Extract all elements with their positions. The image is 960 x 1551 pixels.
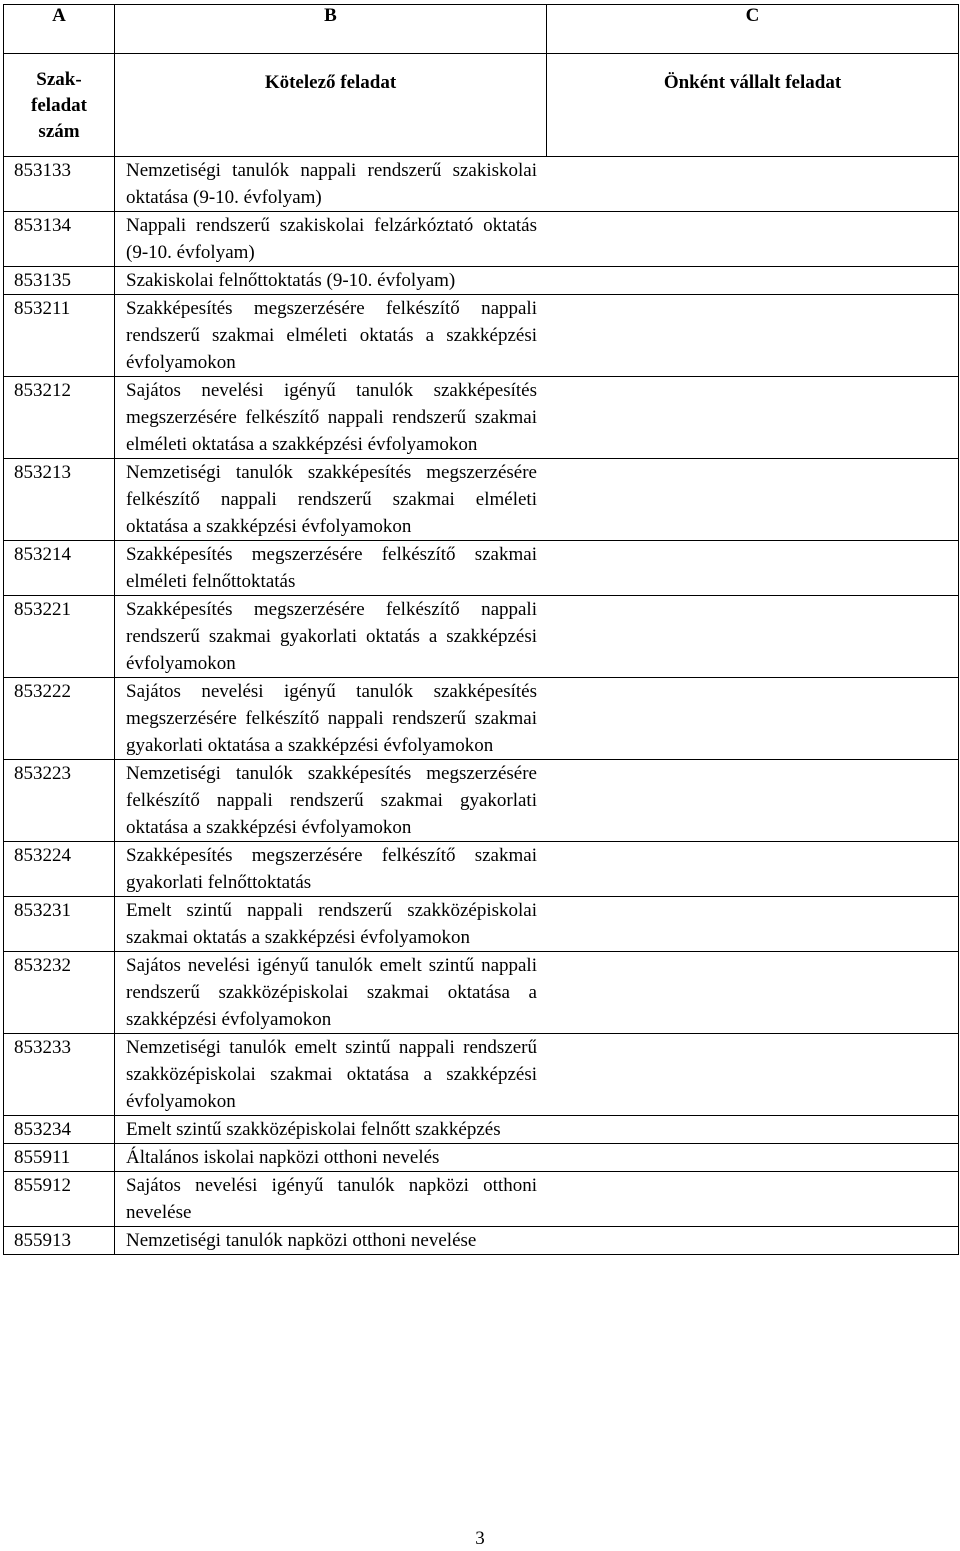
task-description: Nemzetiségi tanulók szakképesítés megszerzésére felkészítő nappali rendszerű szakmai elméleti oktatása a szakképzési évfolyamokon <box>126 462 537 537</box>
task-table <box>3 4 959 1255</box>
task-description: Sajátos nevelési igényű tanulók szakképesítés megszerzésére felkészítő nappali rendszerű szakmai elméleti oktatása a szakképzési évfolyamokon <box>126 380 537 455</box>
task-description: Sajátos nevelési igényű tanulók emelt szintű nappali rendszerű szakközépiskolai szakmai oktatása a szakképzési évfolyamokon <box>126 955 537 1030</box>
column-title-mandatory: Kötelező feladat <box>264 72 397 93</box>
task-description: Szakképesítés megszerzésére felkészítő szakmai gyakorlati felnőttoktatás <box>126 845 537 893</box>
task-code: 853222 <box>4 678 115 759</box>
task-description: Emelt szintű nappali rendszerű szakközépiskolai szakmai oktatás a szakképzési évfolyamokon <box>126 900 537 948</box>
task-description: Nemzetiségi tanulók napközi otthoni nevelése <box>126 1230 477 1251</box>
table-row <box>4 1034 958 1116</box>
task-code: 853221 <box>4 596 115 677</box>
task-description: Nemzetiségi tanulók nappali rendszerű szakiskolai oktatása (9-10. évfolyam) <box>126 160 537 208</box>
table-row <box>4 267 958 295</box>
voluntary-cell <box>547 678 958 759</box>
voluntary-cell <box>547 1144 958 1171</box>
task-description: Sajátos nevelési igényű tanulók napközi otthoni nevelése <box>126 1175 537 1223</box>
task-code: 853232 <box>4 952 115 1033</box>
task-code: 853213 <box>4 459 115 540</box>
voluntary-cell <box>547 295 958 376</box>
table-row <box>4 1172 958 1227</box>
task-code: 853223 <box>4 760 115 841</box>
column-title-row <box>4 54 959 157</box>
task-description: Szakiskolai felnőttoktatás (9-10. évfolyam) <box>126 270 456 291</box>
task-code: 853133 <box>4 157 115 211</box>
task-code: 855912 <box>4 1172 115 1226</box>
task-code: 853135 <box>4 267 115 294</box>
voluntary-cell <box>547 1116 958 1143</box>
table-row <box>4 678 958 760</box>
task-description: Általános iskolai napközi otthoni nevelés <box>126 1147 440 1168</box>
task-description: Szakképesítés megszerzésére felkészítő nappali rendszerű szakmai elméleti oktatás a szakképzési évfolyamokon <box>126 298 537 373</box>
voluntary-cell <box>547 1172 958 1226</box>
voluntary-cell <box>547 459 958 540</box>
table-row <box>4 760 958 842</box>
table-body <box>4 157 959 1255</box>
task-description: Nemzetiségi tanulók emelt szintű nappali rendszerű szakközépiskolai szakmai oktatása a szakképzési évfolyamokon <box>126 1037 537 1112</box>
voluntary-cell <box>547 541 958 595</box>
voluntary-cell <box>547 267 958 294</box>
task-code: 855911 <box>4 1144 115 1171</box>
task-description: Emelt szintű szakközépiskolai felnőtt szakképzés <box>126 1119 501 1140</box>
task-code: 853214 <box>4 541 115 595</box>
task-description: Sajátos nevelési igényű tanulók szakképesítés megszerzésére felkészítő nappali rendszerű szakmai gyakorlati oktatása a szakképzési évfolyamokon <box>126 681 537 756</box>
voluntary-cell <box>547 760 958 841</box>
task-code: 853134 <box>4 212 115 266</box>
column-title-code: Szak-feladat szám <box>31 69 87 142</box>
table-row <box>4 377 958 459</box>
voluntary-cell <box>547 212 958 266</box>
voluntary-cell <box>547 842 958 896</box>
task-code: 853234 <box>4 1116 115 1143</box>
table-row <box>4 842 958 897</box>
voluntary-cell <box>547 1034 958 1115</box>
task-code: 855913 <box>4 1227 115 1254</box>
task-description: Szakképesítés megszerzésére felkészítő nappali rendszerű szakmai gyakorlati oktatás a szakképzési évfolyamokon <box>126 599 537 674</box>
task-code: 853212 <box>4 377 115 458</box>
table-row <box>4 1116 958 1144</box>
voluntary-cell <box>547 377 958 458</box>
task-description: Nemzetiségi tanulók szakképesítés megszerzésére felkészítő nappali rendszerű szakmai gyakorlati oktatása a szakképzési évfolyamokon <box>126 763 537 838</box>
table-row <box>4 897 958 952</box>
column-letter-a: A <box>4 5 115 54</box>
table-row <box>4 295 958 377</box>
table-row <box>4 212 958 267</box>
table-row <box>4 952 958 1034</box>
column-letter-b: B <box>115 5 547 54</box>
task-code: 853211 <box>4 295 115 376</box>
voluntary-cell <box>547 1227 958 1254</box>
table-row <box>4 596 958 678</box>
column-letter-c: C <box>547 5 959 54</box>
voluntary-cell <box>547 157 958 211</box>
table-row <box>4 1227 958 1254</box>
task-code: 853224 <box>4 842 115 896</box>
task-code: 853233 <box>4 1034 115 1115</box>
table-row <box>4 459 958 541</box>
task-description: Szakképesítés megszerzésére felkészítő szakmai elméleti felnőttoktatás <box>126 544 537 592</box>
table-row <box>4 541 958 596</box>
voluntary-cell <box>547 952 958 1033</box>
page-number: 3 <box>475 1528 485 1549</box>
table-row <box>4 1144 958 1172</box>
table-row <box>4 157 958 212</box>
column-letter-row <box>4 5 959 54</box>
voluntary-cell <box>547 897 958 951</box>
task-code: 853231 <box>4 897 115 951</box>
voluntary-cell <box>547 596 958 677</box>
task-description: Nappali rendszerű szakiskolai felzárkóztató oktatás (9-10. évfolyam) <box>126 215 537 263</box>
column-title-voluntary: Önként vállalt feladat <box>663 72 842 93</box>
